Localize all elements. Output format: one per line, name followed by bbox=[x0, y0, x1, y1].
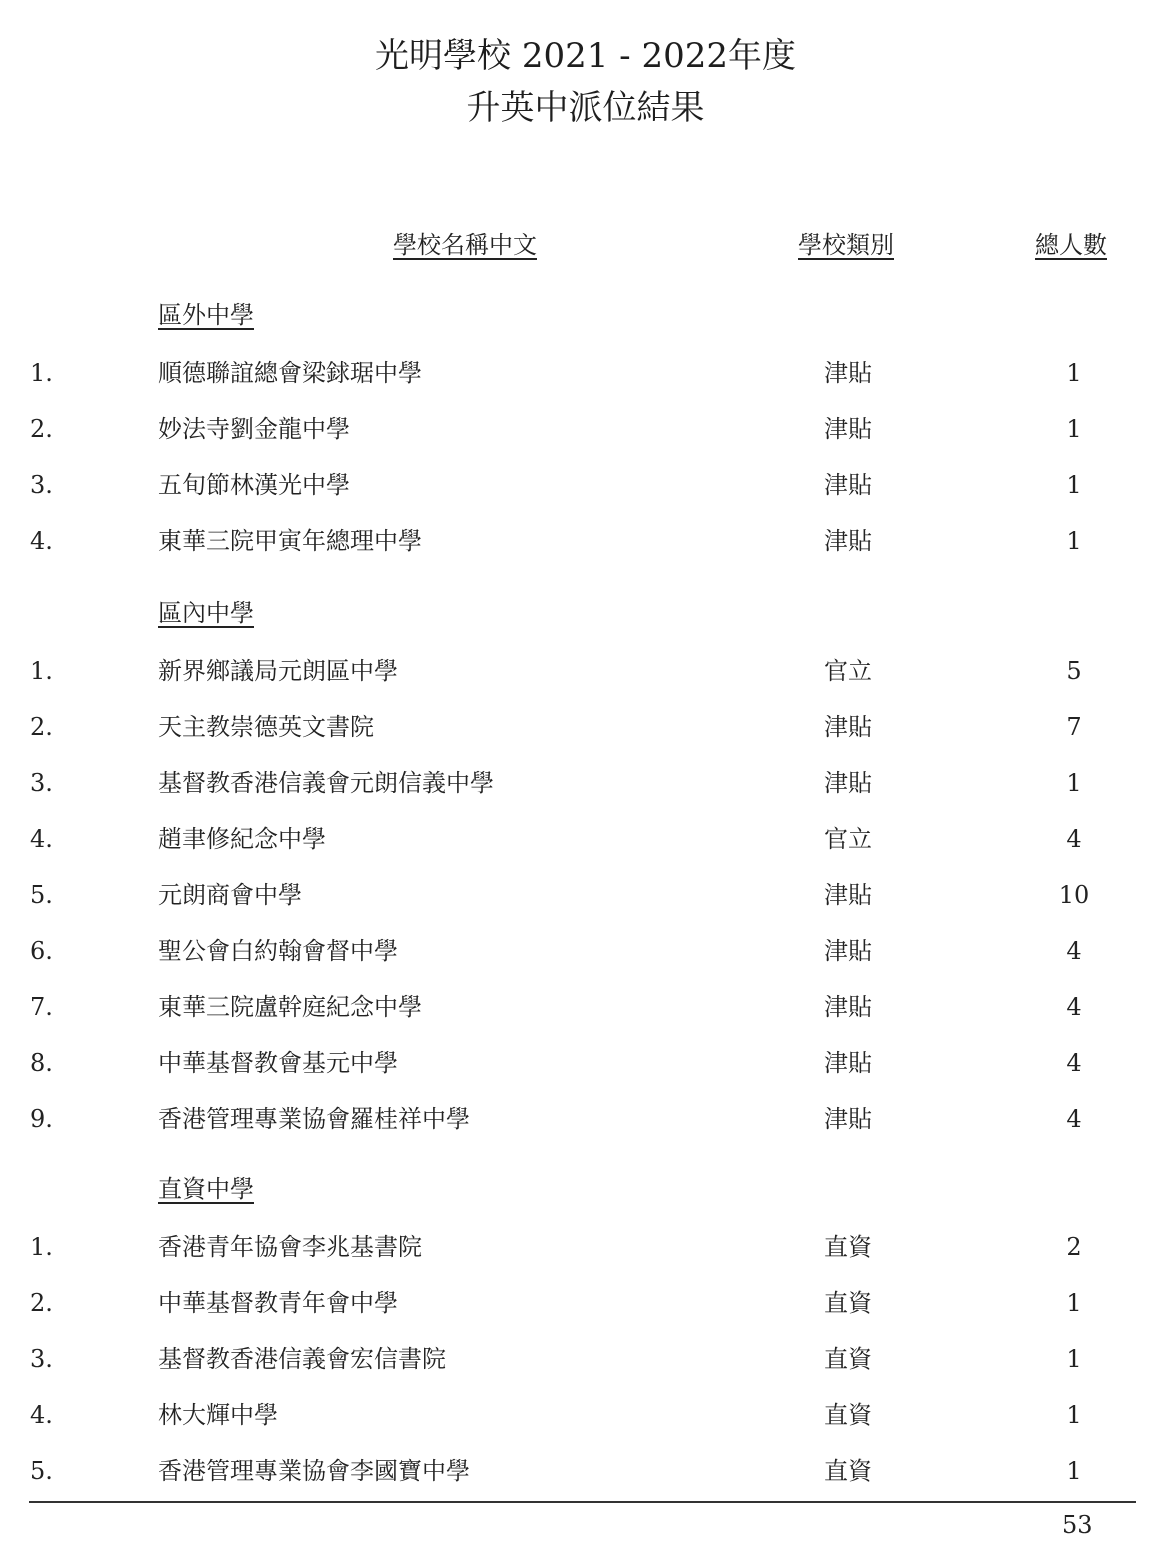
school-name: 妙法寺劉金龍中學 bbox=[158, 415, 350, 443]
table-row bbox=[0, 1102, 1171, 1142]
table-row bbox=[0, 1342, 1171, 1382]
section-title: 區內中學 bbox=[158, 599, 254, 627]
student-count: 7 bbox=[1066, 713, 1082, 741]
row-number: 3. bbox=[30, 471, 53, 499]
school-type: 津貼 bbox=[824, 993, 872, 1021]
school-name: 基督教香港信義會宏信書院 bbox=[158, 1345, 446, 1373]
school-type: 津貼 bbox=[824, 1049, 872, 1077]
school-name: 基督教香港信義會元朗信義中學 bbox=[158, 769, 494, 797]
student-count: 4 bbox=[1066, 993, 1082, 1021]
school-name: 香港管理專業協會李國寶中學 bbox=[158, 1457, 470, 1485]
school-name: 香港管理專業協會羅桂祥中學 bbox=[158, 1105, 470, 1133]
row-number: 4. bbox=[30, 1401, 53, 1429]
row-number: 2. bbox=[30, 713, 53, 741]
school-type: 津貼 bbox=[824, 527, 872, 555]
school-type: 官立 bbox=[824, 825, 872, 853]
column-header-count: 總人數 bbox=[1035, 231, 1107, 259]
school-name: 元朗商會中學 bbox=[158, 881, 302, 909]
school-type: 直資 bbox=[824, 1457, 872, 1485]
table-row bbox=[0, 990, 1171, 1030]
student-count: 1 bbox=[1066, 471, 1082, 499]
table-row bbox=[0, 766, 1171, 806]
footer-divider bbox=[29, 1501, 1136, 1503]
row-number: 7. bbox=[30, 993, 53, 1021]
table-row bbox=[0, 524, 1171, 564]
school-type: 津貼 bbox=[824, 471, 872, 499]
table-row bbox=[0, 1286, 1171, 1326]
school-type: 津貼 bbox=[824, 415, 872, 443]
section-title: 區外中學 bbox=[158, 301, 254, 329]
student-count: 1 bbox=[1066, 359, 1082, 387]
student-count: 1 bbox=[1066, 1289, 1082, 1317]
student-count: 1 bbox=[1066, 527, 1082, 555]
school-name: 中華基督教會基元中學 bbox=[158, 1049, 398, 1077]
row-number: 2. bbox=[30, 1289, 53, 1317]
school-type: 津貼 bbox=[824, 937, 872, 965]
student-count: 4 bbox=[1066, 1049, 1082, 1077]
document-subtitle: 升英中派位結果 bbox=[466, 88, 705, 128]
table-row bbox=[0, 412, 1171, 452]
section-title: 直資中學 bbox=[158, 1175, 254, 1203]
school-name: 順德聯誼總會梁銶琚中學 bbox=[158, 359, 422, 387]
school-name: 東華三院盧幹庭紀念中學 bbox=[158, 993, 422, 1021]
student-count: 10 bbox=[1058, 881, 1090, 909]
row-number: 8. bbox=[30, 1049, 53, 1077]
row-number: 1. bbox=[30, 657, 53, 685]
row-number: 4. bbox=[30, 527, 53, 555]
school-name: 五旬節林漢光中學 bbox=[158, 471, 350, 499]
school-name: 香港青年協會李兆基書院 bbox=[158, 1233, 422, 1261]
school-type: 直資 bbox=[824, 1289, 872, 1317]
page-number: 53 bbox=[1062, 1511, 1093, 1539]
student-count: 1 bbox=[1066, 1345, 1082, 1373]
school-name: 新界鄉議局元朗區中學 bbox=[158, 657, 398, 685]
document-title: 光明學校 2021 - 2022年度 bbox=[375, 36, 796, 76]
column-header-name: 學校名稱中文 bbox=[393, 231, 537, 259]
row-number: 3. bbox=[30, 769, 53, 797]
row-number: 1. bbox=[30, 359, 53, 387]
table-row bbox=[0, 1230, 1171, 1270]
school-name: 東華三院甲寅年總理中學 bbox=[158, 527, 422, 555]
school-name: 中華基督教青年會中學 bbox=[158, 1289, 398, 1317]
table-row bbox=[0, 1046, 1171, 1086]
row-number: 3. bbox=[30, 1345, 53, 1373]
table-row bbox=[0, 822, 1171, 862]
school-type: 直資 bbox=[824, 1401, 872, 1429]
row-number: 6. bbox=[30, 937, 53, 965]
table-row bbox=[0, 468, 1171, 508]
row-number: 4. bbox=[30, 825, 53, 853]
row-number: 9. bbox=[30, 1105, 53, 1133]
school-type: 津貼 bbox=[824, 1105, 872, 1133]
school-type: 津貼 bbox=[824, 769, 872, 797]
row-number: 2. bbox=[30, 415, 53, 443]
table-row bbox=[0, 356, 1171, 396]
table-row bbox=[0, 710, 1171, 750]
school-type: 官立 bbox=[824, 657, 872, 685]
student-count: 1 bbox=[1066, 1401, 1082, 1429]
school-type: 津貼 bbox=[824, 713, 872, 741]
table-row bbox=[0, 1398, 1171, 1438]
student-count: 4 bbox=[1066, 937, 1082, 965]
student-count: 1 bbox=[1066, 415, 1082, 443]
student-count: 1 bbox=[1066, 769, 1082, 797]
student-count: 4 bbox=[1066, 1105, 1082, 1133]
column-header-type: 學校類別 bbox=[798, 231, 894, 259]
school-name: 趙聿修紀念中學 bbox=[158, 825, 326, 853]
table-row bbox=[0, 934, 1171, 974]
row-number: 5. bbox=[30, 881, 53, 909]
school-name: 林大輝中學 bbox=[158, 1401, 278, 1429]
school-name: 天主教崇德英文書院 bbox=[158, 713, 374, 741]
student-count: 2 bbox=[1066, 1233, 1082, 1261]
row-number: 5. bbox=[30, 1457, 53, 1485]
student-count: 5 bbox=[1066, 657, 1082, 685]
school-type: 津貼 bbox=[824, 359, 872, 387]
school-type: 直資 bbox=[824, 1233, 872, 1261]
table-row bbox=[0, 1454, 1171, 1494]
student-count: 4 bbox=[1066, 825, 1082, 853]
row-number: 1. bbox=[30, 1233, 53, 1261]
student-count: 1 bbox=[1066, 1457, 1082, 1485]
table-row bbox=[0, 654, 1171, 694]
school-type: 直資 bbox=[824, 1345, 872, 1373]
school-type: 津貼 bbox=[824, 881, 872, 909]
school-name: 聖公會白約翰會督中學 bbox=[158, 937, 398, 965]
table-row bbox=[0, 878, 1171, 918]
